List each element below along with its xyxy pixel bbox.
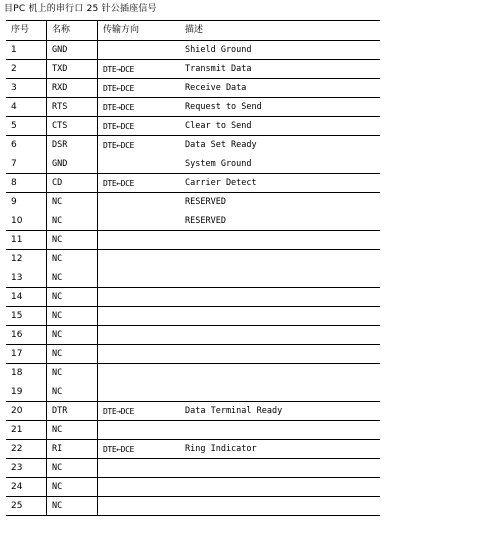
signal-name: NC <box>52 273 63 283</box>
pin-number: 3 <box>11 83 17 93</box>
signal-name: NC <box>52 425 63 435</box>
table-row <box>6 78 380 97</box>
signal-name: CD <box>52 178 63 188</box>
table-subrow <box>6 326 380 345</box>
pin-number: 13 <box>11 273 23 283</box>
transfer-direction: DTE→DCE <box>103 103 134 112</box>
transfer-direction: DTE→DCE <box>103 407 134 416</box>
table-row <box>6 116 380 135</box>
pin-number: 14 <box>11 292 23 302</box>
signal-description: RESERVED <box>185 197 226 207</box>
pin-number: 9 <box>11 197 17 207</box>
signal-name: RXD <box>52 83 68 93</box>
header-description: 描述 <box>185 25 204 35</box>
table-row <box>6 135 380 173</box>
table-subrow <box>6 155 380 174</box>
pin-number: 21 <box>11 425 23 435</box>
table-row <box>6 192 380 230</box>
signal-name: RI <box>52 444 63 454</box>
table-subrow <box>6 60 380 79</box>
signal-description: System Ground <box>185 159 252 169</box>
pin-number: 6 <box>11 140 17 150</box>
pin-number: 11 <box>11 235 23 245</box>
signal-description: Data Terminal Ready <box>185 406 283 416</box>
signal-description: RESERVED <box>185 216 226 226</box>
signal-name: NC <box>52 216 63 226</box>
transfer-direction: DTE←DCE <box>103 179 134 188</box>
transfer-direction: DTE←DCE <box>103 141 134 150</box>
table-subrow <box>6 117 380 136</box>
signal-name: GND <box>52 159 68 169</box>
pin-signal-table <box>6 20 380 516</box>
signal-name: NC <box>52 235 63 245</box>
pin-number: 7 <box>11 159 17 169</box>
header-num: 序号 <box>11 25 30 35</box>
table-row <box>6 97 380 116</box>
table-subrow <box>6 421 380 440</box>
table-subrow <box>6 41 380 60</box>
header-direction: 传输方向 <box>103 25 140 35</box>
signal-description: Shield Ground <box>185 45 252 55</box>
table-row <box>6 230 380 249</box>
table-subrow <box>6 402 380 421</box>
signal-description: Request to Send <box>185 102 262 112</box>
pin-number: 1 <box>11 45 17 55</box>
table-row <box>6 420 380 439</box>
signal-name: NC <box>52 254 63 264</box>
signal-description: Transmit Data <box>185 64 252 74</box>
table-subrow <box>6 193 380 212</box>
signal-name: NC <box>52 463 63 473</box>
table-row <box>6 40 380 59</box>
table-subrow <box>6 79 380 98</box>
document-title: 目PC 机上的串行口 25 针公插座信号 <box>4 4 157 14</box>
pin-number: 5 <box>11 121 17 131</box>
table-row <box>6 363 380 401</box>
table-header-row <box>6 21 380 40</box>
table-row <box>6 249 380 287</box>
signal-description: Receive Data <box>185 83 247 93</box>
table-row <box>6 59 380 78</box>
table-subrow <box>6 478 380 497</box>
table-subrow <box>6 269 380 288</box>
pin-number: 16 <box>11 330 23 340</box>
transfer-direction: DTE←DCE <box>103 84 134 93</box>
table-subrow <box>6 345 380 364</box>
pin-number: 19 <box>11 387 23 397</box>
table-subrow <box>6 307 380 326</box>
header-name: 名称 <box>52 25 71 35</box>
signal-name: CTS <box>52 121 68 131</box>
table-subrow <box>6 98 380 117</box>
signal-description: Ring Indicator <box>185 444 257 454</box>
signal-name: NC <box>52 368 63 378</box>
signal-name: TXD <box>52 64 68 74</box>
signal-name: NC <box>52 311 63 321</box>
transfer-direction: DTE←DCE <box>103 122 134 131</box>
pin-number: 4 <box>11 102 17 112</box>
table-subrow <box>6 383 380 402</box>
signal-name: NC <box>52 387 63 397</box>
table-row <box>6 287 380 306</box>
table-subrow <box>6 250 380 269</box>
signal-name: NC <box>52 349 63 359</box>
table-row <box>6 477 380 496</box>
pin-number: 20 <box>11 406 23 416</box>
signal-name: DTR <box>52 406 68 416</box>
signal-name: DSR <box>52 140 68 150</box>
signal-name: GND <box>52 45 68 55</box>
signal-name: RTS <box>52 102 68 112</box>
table-subrow <box>6 459 380 478</box>
table-subrow <box>6 440 380 459</box>
table-row <box>6 439 380 458</box>
table-subrow <box>6 136 380 155</box>
pin-number: 22 <box>11 444 23 454</box>
table-subrow <box>6 288 380 307</box>
table-subrow <box>6 231 380 250</box>
signal-name: NC <box>52 482 63 492</box>
signal-name: NC <box>52 197 63 207</box>
pin-number: 25 <box>11 501 23 511</box>
table-subrow <box>6 174 380 193</box>
pin-number: 15 <box>11 311 23 321</box>
signal-name: NC <box>52 292 63 302</box>
transfer-direction: DTE←DCE <box>103 445 134 454</box>
table-row <box>6 458 380 477</box>
table-row <box>6 306 380 325</box>
pin-number: 18 <box>11 368 23 378</box>
signal-description: Data Set Ready <box>185 140 257 150</box>
table-row <box>6 344 380 363</box>
pin-number: 10 <box>11 216 23 226</box>
table-subrow <box>6 364 380 383</box>
signal-name: NC <box>52 501 63 511</box>
pin-number: 17 <box>11 349 23 359</box>
signal-name: NC <box>52 330 63 340</box>
transfer-direction: DTE→DCE <box>103 65 134 74</box>
signal-description: Clear to Send <box>185 121 252 131</box>
pin-number: 23 <box>11 463 23 473</box>
pin-number: 12 <box>11 254 23 264</box>
table-row <box>6 325 380 344</box>
signal-description: Carrier Detect <box>185 178 257 188</box>
table-row <box>6 401 380 420</box>
table-row <box>6 496 380 515</box>
table-subrow <box>6 212 380 231</box>
pin-number: 24 <box>11 482 23 492</box>
table-row <box>6 173 380 192</box>
pin-number: 2 <box>11 64 17 74</box>
pin-number: 8 <box>11 178 17 188</box>
table-subrow <box>6 497 380 516</box>
